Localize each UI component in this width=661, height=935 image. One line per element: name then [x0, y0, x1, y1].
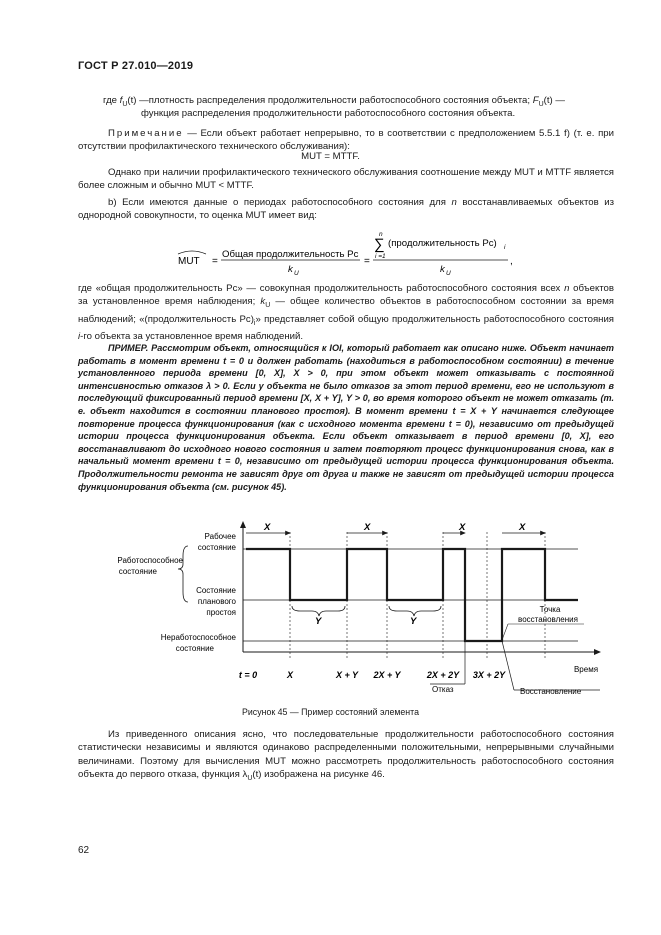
x-tick-label: 2X + 2Y: [426, 670, 460, 680]
equals-sign-2: =: [364, 256, 370, 267]
text-fragment: —: [552, 95, 565, 106]
paragraph-where: [78, 282, 614, 343]
text-fragment: » представляет собой общую продолжительность работоспособного состояния: [255, 313, 614, 325]
interval-label-x: X: [364, 522, 371, 533]
x-tick-label: X: [286, 670, 294, 680]
symbol-k: k: [260, 296, 266, 308]
label-up-line1: Работоспособное: [117, 556, 183, 565]
denominator-sub-2: U: [446, 270, 451, 277]
hat-mark: [178, 251, 206, 254]
paragraph-however: Однако при наличии профилактического технического обслуживания соотношение между MUT и MTTF является более сложным и обычно MUT < MTTF.: [78, 167, 614, 192]
brace-y: [389, 606, 441, 616]
state-trajectory: [246, 549, 578, 641]
example-paragraph: ПРИМЕР. Рассмотрим объект, относящийся к IOI, который работает как описано ниже. Объект начинает работать в момент времени t = 0 и должен работать (находиться в работоспособном состоянии) в течение установленного периода времени [0, X], X > 0, при этом объект может отказывать с постоянной интенсивностью отказов λ > 0. Если у объекта не было отказов за этот период времени, его не используют в последующий фиксированный период времени [X, X + Y], Y > 0, во время которого объект не может отказать (т. е. объект находится в состоянии планового простоя). В момент времени t = X + Y начинается следующее повторение процесса функционирования (как с исходного момента времени t = 0), независимо от предыдущей истории процесса функционирования объекта. Если объект отказывает в период времени [0, X], его восстанавливают до исходного нового состояния и затем повторяют процесс функционирования снова, как в начальный момент времени t = 0, независимо от предыдущей истории процесса функционирования объекта. Продолжительности ремонта не зависят друг от друга и также не зависят от предыдущей истории процесса функционирования объекта (см. рисунок 45).: [78, 343, 614, 492]
label-restoration: Восстановление: [520, 687, 582, 696]
equals-sign-1: =: [212, 256, 218, 267]
interval-label-x: X: [519, 522, 526, 533]
formula-comma: ,: [510, 256, 513, 267]
x-tick-label: 2X + Y: [373, 670, 401, 680]
symbol-n: n: [564, 283, 570, 294]
text-fragment: (t) изображена на рисунке 46.: [252, 769, 385, 781]
text-fragment: -го объекта за установленное время наблюдений.: [80, 331, 304, 343]
denominator-sub-1: U: [294, 270, 299, 277]
text-fragment: (t): [127, 95, 137, 106]
formula-mut-mttf: MUT = MTTF.: [301, 151, 360, 162]
note-label: Примечание: [108, 128, 184, 139]
label-working-line1: Рабочее: [204, 532, 236, 541]
subscript: i: [253, 319, 256, 327]
restoration-pointer: [502, 641, 514, 690]
x-tick-label: 3X + 2Y: [472, 670, 506, 680]
symbol-i: i: [78, 331, 81, 343]
label-working-line2: состояние: [197, 543, 236, 552]
label-up-line2: состояние: [118, 567, 157, 576]
interval-label-x: X: [459, 522, 466, 533]
x-axis-label: Время: [573, 665, 599, 674]
brace-up-state: [178, 546, 188, 602]
sum-sign: ∑: [374, 236, 385, 253]
text-fragment: объектов за установленное время наблюдения;: [78, 283, 614, 308]
subscript: U: [538, 100, 544, 108]
label-restore-line2: восстановления: [518, 615, 578, 624]
symbol-F: F: [532, 95, 539, 106]
x-tick-label: t = 0: [238, 670, 258, 680]
paragraph-b: [78, 196, 614, 223]
subscript: U: [265, 302, 271, 310]
x-tick-label: X + Y: [335, 670, 359, 680]
paragraph-density-line2: функция распределения продолжительности работоспособного состояния объекта.: [141, 108, 516, 119]
sum-lower: i =1: [375, 253, 386, 260]
sum-term-sub: i: [504, 244, 506, 251]
symbol-f: f: [119, 95, 123, 106]
text-fragment: b) Если имеются данные о периодах работоспособного состояния для: [108, 197, 452, 208]
interval-label-y: Y: [410, 616, 417, 627]
formula-mut-estimate: [170, 228, 530, 280]
label-down-line2: состояние: [175, 644, 214, 653]
label-planned-line1: Состояние: [196, 586, 236, 595]
figure-caption: Рисунок 45 — Пример состояний элемента: [242, 707, 419, 717]
label-planned-line3: простоя: [206, 608, 236, 617]
label-planned-line2: планового: [197, 597, 236, 606]
sum-term: (продолжительность Рс): [388, 238, 497, 249]
text-fragment: Из приведенного описания ясно, что последовательные продолжительности работоспособного состояния статистически независимы и являются одинаково распределенными положительными, непрерывными случайными величинами. Поэтому для вычисления MUT можно рассмотреть продолжительность работоспособного состояния объекта до первого отказа, функция λ: [78, 729, 614, 781]
paragraph-final: [78, 728, 614, 786]
document-header: ГОСТ Р 27.010—2019: [78, 60, 194, 72]
sum-upper: n: [379, 231, 383, 238]
denominator-k-2: k: [440, 264, 445, 275]
formula-lhs: MUT: [178, 256, 200, 267]
label-down-line1: Неработоспособное: [160, 633, 236, 642]
page-number: 62: [78, 845, 90, 856]
text-fragment: —плотность распределения продолжительности работоспособного состояния объекта;: [136, 95, 533, 106]
text-fragment: (t): [543, 95, 553, 106]
text-fragment: где: [103, 95, 120, 106]
text-fragment: — общее количество объектов в работоспособном состоянии за время наблюдений; «(продолжительность Рс): [78, 296, 615, 325]
label-restore-line1: Точка: [539, 605, 561, 614]
interval-label-y: Y: [315, 616, 322, 627]
brace-y: [292, 606, 345, 616]
text-fragment: где «общая продолжительность Рс» — совокупная продолжительность работоспособного состояния всех: [78, 283, 565, 294]
subscript: U: [122, 100, 128, 108]
subscript: U: [247, 775, 253, 783]
denominator-k-1: k: [288, 264, 293, 275]
symbol-n: n: [451, 197, 457, 208]
note-text: — Если объект работает непрерывно, то в соответствии с предположением 5.5.1 f) (т. е. при отсутствии профилактического технического обслуживания):: [78, 128, 614, 153]
state-diagram: [0, 512, 661, 704]
label-failure: Отказ: [432, 685, 454, 694]
note-paragraph: [78, 127, 614, 154]
text-fragment: восстанавливаемых объектов из однородной совокупности, то оценка MUT имеет вид:: [78, 197, 615, 222]
interval-label-x: X: [264, 522, 271, 533]
numerator-total: Общая продолжительность Рс: [222, 249, 359, 260]
